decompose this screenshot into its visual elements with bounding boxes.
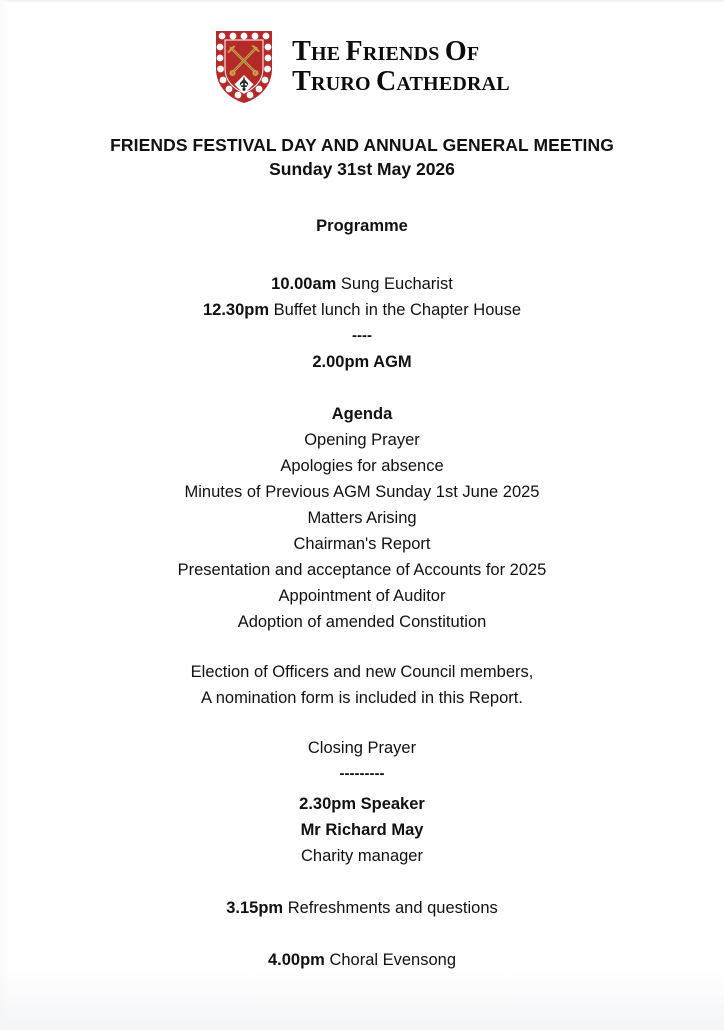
agenda-item: Adoption of amended Constitution xyxy=(237,613,487,632)
agenda-heading: Agenda xyxy=(331,405,393,424)
programme-section xyxy=(0,181,724,375)
organisation-name-line-2 xyxy=(292,67,510,97)
org-l2-t1: RURO xyxy=(311,73,376,95)
agenda-item: Apologies for absence xyxy=(280,457,444,476)
speaker-name: Mr Richard May xyxy=(300,821,424,840)
page-edge-bottom xyxy=(0,970,724,1030)
org-l1-t1: HE xyxy=(311,43,346,66)
masthead xyxy=(0,0,724,110)
refreshments-text: Refreshments and questions xyxy=(287,899,498,918)
organisation-name xyxy=(292,37,510,96)
evensong-item xyxy=(0,947,724,973)
evensong-text: Choral Evensong xyxy=(329,951,457,970)
agenda-item: Minutes of Previous AGM Sunday 1st June 2025 xyxy=(184,483,540,502)
agenda-item: Presentation and acceptance of Accounts for 2025 xyxy=(177,561,547,580)
org-l1-c3: O xyxy=(444,36,467,68)
event-date: Sunday 31st May 2026 xyxy=(269,158,455,179)
agm-start-time: 2.00pm AGM xyxy=(312,353,412,372)
agenda-item: Opening Prayer xyxy=(304,431,420,450)
speaker-role: Charity manager xyxy=(301,847,423,866)
election-line-1: Election of Officers and new Council members, xyxy=(190,663,534,682)
organisation-name-line-1 xyxy=(292,37,510,67)
agenda-item: Appointment of Auditor xyxy=(278,587,446,606)
org-l1-t3: F xyxy=(466,43,480,66)
speaker-time: 2.30pm Speaker xyxy=(299,795,425,814)
agenda-section xyxy=(0,375,724,787)
org-l2-c1: T xyxy=(292,66,312,97)
programme-item-text: Sung Eucharist xyxy=(340,275,453,294)
programme-item xyxy=(0,271,724,297)
agenda-item: Chairman's Report xyxy=(293,535,431,554)
page-title xyxy=(0,134,724,181)
programme-item-time: 10.00am xyxy=(271,275,337,294)
programme-heading: Programme xyxy=(316,217,408,236)
programme-separator: ---- xyxy=(352,327,372,345)
agenda-separator: --------- xyxy=(339,765,385,783)
refreshments-time: 3.15pm xyxy=(226,899,284,918)
truro-cathedral-crest-icon xyxy=(214,29,274,105)
programme-item-time: 12.30pm xyxy=(203,301,270,320)
speaker-section xyxy=(0,787,724,869)
org-l1-c2: F xyxy=(345,36,363,68)
refreshments-item xyxy=(0,895,724,921)
closing-section xyxy=(0,869,724,973)
org-l1-c1: T xyxy=(292,36,312,68)
org-l1-t2: RIENDS xyxy=(362,43,445,66)
event-title: FRIENDS FESTIVAL DAY AND ANNUAL GENERAL MEETING xyxy=(110,135,614,155)
org-l2-c2: C xyxy=(375,66,397,97)
evensong-time: 4.00pm xyxy=(267,951,325,970)
programme-item xyxy=(0,297,724,323)
org-l2-t2: ATHEDRAL xyxy=(396,73,510,95)
programme-item-text: Buffet lunch in the Chapter House xyxy=(273,301,521,320)
closing-prayer: Closing Prayer xyxy=(307,739,417,758)
election-line-2: A nomination form is included in this Report. xyxy=(201,689,523,708)
agenda-item: Matters Arising xyxy=(307,509,417,528)
